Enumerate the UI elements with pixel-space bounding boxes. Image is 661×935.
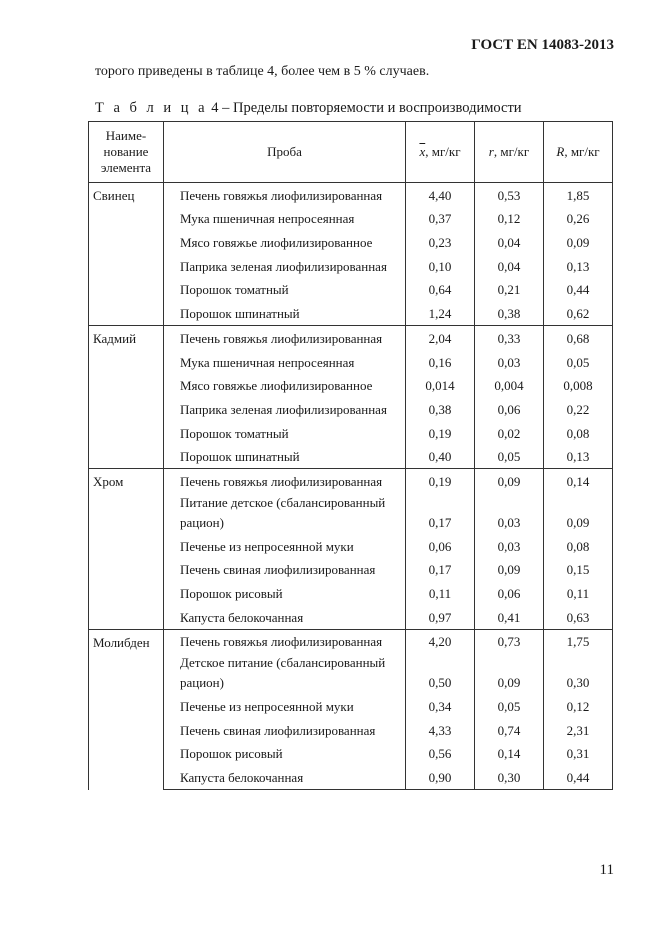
mean-value-cell: 0,90 xyxy=(406,765,475,789)
table-row xyxy=(89,374,613,398)
element-name-cell: Кадмий xyxy=(89,326,164,469)
table-row xyxy=(89,301,613,325)
table-header xyxy=(89,122,613,183)
table-row xyxy=(89,558,613,582)
table-row xyxy=(89,183,613,207)
element-name-cell: Хром xyxy=(89,469,164,629)
header-R-unit: , мг/кг xyxy=(564,144,600,159)
sample-cell: Порошок шпинатный xyxy=(164,445,406,469)
repeatability-cell: 0,03 xyxy=(475,493,544,534)
reproducibility-cell: 0,15 xyxy=(544,558,613,582)
intro-text: торого приведены в таблице 4, более чем в 5 % случаев. xyxy=(95,64,430,79)
table-row xyxy=(89,742,613,766)
sample-cell: Капуста белокочанная xyxy=(164,765,406,789)
header-R-symbol: R xyxy=(556,144,565,159)
header-reproducibility xyxy=(544,122,613,183)
reproducibility-cell: 0,26 xyxy=(544,207,613,231)
table-row xyxy=(89,445,613,469)
repeatability-cell: 0,14 xyxy=(475,742,544,766)
table-caption-label: Т а б л и ц а xyxy=(95,100,208,116)
table-caption-text: 4 – Пределы повторяемости и воспроизводимости xyxy=(207,100,522,116)
header-repeatability xyxy=(475,122,544,183)
repeatability-cell: 0,05 xyxy=(475,445,544,469)
repeatability-cell: 0,53 xyxy=(475,183,544,207)
reproducibility-cell: 0,31 xyxy=(544,742,613,766)
reproducibility-cell: 0,13 xyxy=(544,254,613,278)
sample-cell: Печень говяжья лиофилизированная xyxy=(164,469,406,493)
table-row xyxy=(89,254,613,278)
repeatability-cell: 0,03 xyxy=(475,534,544,558)
reproducibility-cell: 0,13 xyxy=(544,445,613,469)
reproducibility-cell: 0,09 xyxy=(544,230,613,254)
table-row xyxy=(89,230,613,254)
table-row xyxy=(89,493,613,534)
sample-cell: Мука пшеничная непросеянная xyxy=(164,207,406,231)
repeatability-cell: 0,12 xyxy=(475,207,544,231)
sample-cell: Печень свиная лиофилизированная xyxy=(164,718,406,742)
repeatability-cell: 0,33 xyxy=(475,326,544,350)
repeatability-cell: 0,05 xyxy=(475,694,544,718)
header-r-unit: , мг/кг xyxy=(493,144,530,159)
table-row xyxy=(89,581,613,605)
header-r-symbol: r xyxy=(488,144,494,159)
sample-cell: Паприка зеленая лиофилизированная xyxy=(164,254,406,278)
reproducibility-cell: 0,008 xyxy=(544,374,613,398)
sample-cell: Питание детское (сбалансированный рацион) xyxy=(164,493,406,534)
reproducibility-cell: 0,08 xyxy=(544,534,613,558)
mean-value-cell: 0,40 xyxy=(406,445,475,469)
document-code: ГОСТ EN 14083-2013 xyxy=(471,37,614,53)
mean-value-cell: 0,014 xyxy=(406,374,475,398)
header-sample-label: Проба xyxy=(267,144,302,159)
header-mean-symbol: $\overline{x}$ xyxy=(419,144,426,159)
sample-cell: Печень свиная лиофилизированная xyxy=(164,558,406,582)
precision-table xyxy=(88,121,613,790)
table-row xyxy=(89,605,613,629)
reproducibility-cell: 0,44 xyxy=(544,278,613,302)
table-row xyxy=(89,421,613,445)
reproducibility-cell: 1,85 xyxy=(544,183,613,207)
reproducibility-cell: 0,68 xyxy=(544,326,613,350)
table-row xyxy=(89,397,613,421)
element-name-cell: Свинец xyxy=(89,183,164,326)
table-body xyxy=(89,183,613,790)
mean-value-cell: 0,19 xyxy=(406,421,475,445)
header-element xyxy=(89,122,164,183)
header-mean xyxy=(406,122,475,183)
mean-value-cell: 0,10 xyxy=(406,254,475,278)
sample-cell: Печенье из непросеянной муки xyxy=(164,534,406,558)
table-row xyxy=(89,278,613,302)
sample-cell: Мясо говяжье лиофилизированное xyxy=(164,230,406,254)
sample-cell: Печень говяжья лиофилизированная xyxy=(164,183,406,207)
repeatability-cell: 0,09 xyxy=(475,469,544,493)
repeatability-cell: 0,06 xyxy=(475,581,544,605)
mean-value-cell: 2,04 xyxy=(406,326,475,350)
repeatability-cell: 0,004 xyxy=(475,374,544,398)
mean-value-cell: 0,38 xyxy=(406,397,475,421)
table-row xyxy=(89,350,613,374)
mean-value-cell: 0,56 xyxy=(406,742,475,766)
table-row xyxy=(89,534,613,558)
repeatability-cell: 0,73 xyxy=(475,629,544,653)
repeatability-cell: 0,21 xyxy=(475,278,544,302)
sample-cell: Печень говяжья лиофилизированная xyxy=(164,326,406,350)
reproducibility-cell: 0,08 xyxy=(544,421,613,445)
mean-value-cell: 0,34 xyxy=(406,694,475,718)
repeatability-cell: 0,02 xyxy=(475,421,544,445)
header-mean-unit: , мг/кг xyxy=(425,144,461,159)
repeatability-cell: 0,03 xyxy=(475,350,544,374)
table-row xyxy=(89,469,613,493)
table-row xyxy=(89,629,613,653)
mean-value-cell: 0,11 xyxy=(406,581,475,605)
repeatability-cell: 0,38 xyxy=(475,301,544,325)
element-name-cell: Молибден xyxy=(89,629,164,789)
reproducibility-cell: 0,44 xyxy=(544,765,613,789)
reproducibility-cell: 1,75 xyxy=(544,629,613,653)
sample-cell: Порошок томатный xyxy=(164,278,406,302)
header-sample xyxy=(164,122,406,183)
table-row xyxy=(89,765,613,789)
sample-cell: Порошок рисовый xyxy=(164,581,406,605)
sample-cell: Капуста белокочанная xyxy=(164,605,406,629)
mean-value-cell: 4,20 xyxy=(406,629,475,653)
reproducibility-cell: 0,11 xyxy=(544,581,613,605)
mean-value-cell: 0,37 xyxy=(406,207,475,231)
sample-cell: Мясо говяжье лиофилизированное xyxy=(164,374,406,398)
sample-cell: Паприка зеленая лиофилизированная xyxy=(164,397,406,421)
mean-value-cell: 1,24 xyxy=(406,301,475,325)
mean-value-cell: 0,50 xyxy=(406,653,475,694)
sample-cell: Порошок рисовый xyxy=(164,742,406,766)
mean-value-cell: 0,16 xyxy=(406,350,475,374)
mean-value-cell: 0,64 xyxy=(406,278,475,302)
mean-value-cell: 0,17 xyxy=(406,493,475,534)
table-row xyxy=(89,718,613,742)
reproducibility-cell: 0,62 xyxy=(544,301,613,325)
mean-value-cell: 0,23 xyxy=(406,230,475,254)
repeatability-cell: 0,09 xyxy=(475,558,544,582)
sample-cell: Мука пшеничная непросеянная xyxy=(164,350,406,374)
header-element-label: Наиме- нование элемента xyxy=(100,128,152,175)
repeatability-cell: 0,09 xyxy=(475,653,544,694)
reproducibility-cell: 0,12 xyxy=(544,694,613,718)
sample-cell: Порошок томатный xyxy=(164,421,406,445)
repeatability-cell: 0,30 xyxy=(475,765,544,789)
repeatability-cell: 0,41 xyxy=(475,605,544,629)
reproducibility-cell: 0,30 xyxy=(544,653,613,694)
mean-value-cell: 0,19 xyxy=(406,469,475,493)
sample-cell: Порошок шпинатный xyxy=(164,301,406,325)
mean-value-cell: 0,97 xyxy=(406,605,475,629)
table-caption xyxy=(95,100,522,117)
reproducibility-cell: 0,14 xyxy=(544,469,613,493)
sample-cell: Печень говяжья лиофилизированная xyxy=(164,629,406,653)
reproducibility-cell: 2,31 xyxy=(544,718,613,742)
mean-value-cell: 0,06 xyxy=(406,534,475,558)
repeatability-cell: 0,06 xyxy=(475,397,544,421)
sample-cell: Детское питание (сбалансированный рацион) xyxy=(164,653,406,694)
mean-value-cell: 0,17 xyxy=(406,558,475,582)
repeatability-cell: 0,04 xyxy=(475,254,544,278)
mean-value-cell: 4,40 xyxy=(406,183,475,207)
mean-value-cell: 4,33 xyxy=(406,718,475,742)
table-row xyxy=(89,326,613,350)
repeatability-cell: 0,04 xyxy=(475,230,544,254)
sample-cell: Печенье из непросеянной муки xyxy=(164,694,406,718)
reproducibility-cell: 0,05 xyxy=(544,350,613,374)
reproducibility-cell: 0,63 xyxy=(544,605,613,629)
reproducibility-cell: 0,22 xyxy=(544,397,613,421)
page-number: 11 xyxy=(599,862,614,878)
reproducibility-cell: 0,09 xyxy=(544,493,613,534)
table-row xyxy=(89,653,613,694)
table-row xyxy=(89,207,613,231)
repeatability-cell: 0,74 xyxy=(475,718,544,742)
table-row xyxy=(89,694,613,718)
